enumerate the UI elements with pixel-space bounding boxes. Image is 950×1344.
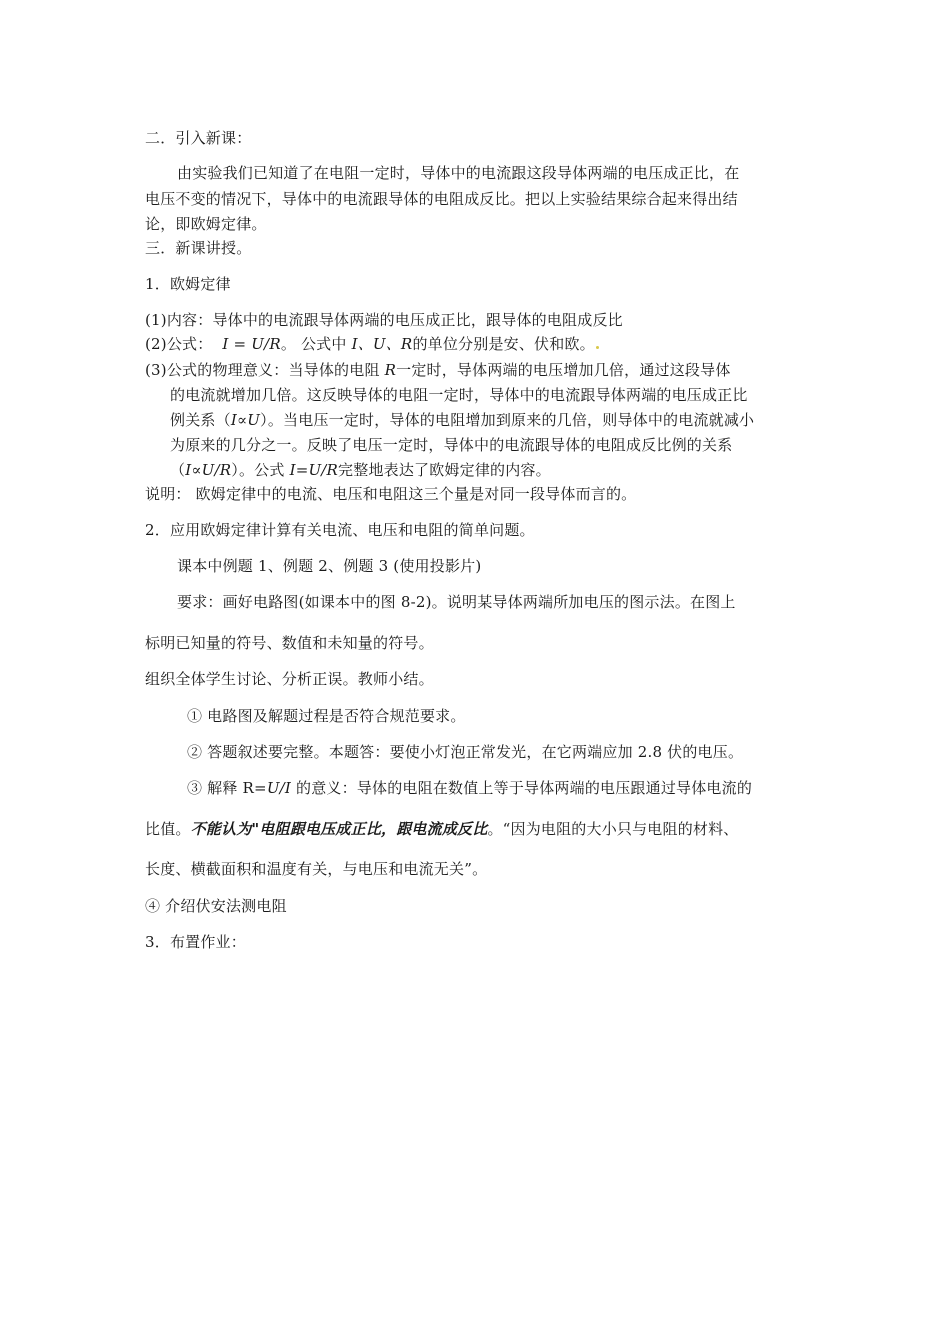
text-span: ）。当电压一定时，导体的电阻增加到原来的几倍，则导体中的电流就减小 (260, 411, 755, 429)
text-span: (3)公式的物理意义：当导体的电阻 (145, 361, 385, 379)
formula-text: I = U/R (222, 335, 281, 353)
item-formula-units: 的单位分别是安、伏和欧。 (412, 335, 595, 353)
text-span: 完整地表达了欧姆定律的内容。 (338, 461, 551, 479)
text-span: 比值。 (145, 820, 191, 838)
text-span: 一定时，导体两端的电压增加几倍，通过这段导体 (396, 361, 731, 379)
var-r: R (384, 361, 397, 379)
item-meaning-line (170, 460, 551, 480)
paragraph-line: 电压不变的情况下，导体中的电流跟导体的电阻成反比。把以上实验结果综合起来得出结 (145, 190, 738, 208)
summary-point-4: ④ 介绍伏安法测电阻 (145, 897, 287, 915)
discussion-line: 组织全体学生讨论、分析正误。教师小结。 (145, 670, 434, 688)
emphasis-text: 不能认为"电阻跟电压成正比，跟电流成反比 (190, 820, 488, 838)
formula-text: U/I (266, 779, 292, 797)
relation-i-ur: I∝U/R (185, 461, 232, 479)
subheading-application: 2．应用欧姆定律计算有关电流、电压和电阻的简单问题。 (145, 521, 535, 539)
item-content: (1)内容：导体中的电流跟导体两端的电压成正比，跟导体的电阻成反比 (145, 311, 623, 329)
section-heading-lecture: 三．新课讲授。 (145, 239, 252, 257)
formula-vars: I、U、R (351, 335, 413, 353)
subheading-ohms-law: 1．欧姆定律 (145, 275, 231, 293)
text-span: 。“因为电阻的大小只与电阻的材料、 (487, 820, 739, 838)
item-formula-suffix: 。 公式中 (280, 335, 352, 353)
note: 说明： 欧姆定律中的电流、电压和电阻这三个量是对同一段导体而言的。 (145, 485, 637, 503)
item-formula-prefix: (2)公式： (145, 335, 213, 353)
paragraph-line: 论，即欧姆定律。 (145, 215, 267, 233)
summary-point-3-cont (145, 819, 739, 839)
text-span: （ (170, 461, 186, 479)
item-meaning-line: 的电流就增加几倍。这反映导体的电阻一定时，导体中的电流跟导体两端的电压成正比 (170, 386, 748, 404)
section-heading-intro: 二．引入新课： (145, 129, 252, 147)
text-span: 例关系（ (170, 411, 231, 429)
formula-text: I=U/R (289, 461, 339, 479)
requirement-line: 要求：画好电路图(如课本中的图 8-2)。说明某导体两端所加电压的图示法。在图上 (177, 593, 736, 611)
text-span: ③ 解释 R= (187, 779, 267, 797)
summary-point-3 (187, 778, 752, 798)
text-span: ）。公式 (231, 461, 290, 479)
text-span: 的意义：导体的电阻在数值上等于导体两端的电压跟通过导体电流的 (291, 779, 753, 797)
item-meaning-line (170, 410, 754, 430)
summary-point-2: ② 答题叙述要完整。本题答：要使小灯泡正常发光，在它两端应加 2.8 伏的电压。 (187, 743, 744, 761)
paragraph-line: 由实验我们已知道了在电阻一定时，导体中的电流跟这段导体两端的电压成正比，在 (177, 164, 740, 182)
subheading-homework: 3．布置作业： (145, 933, 246, 951)
examples-line: 课本中例题 1、例题 2、例题 3 (使用投影片) (177, 557, 482, 575)
item-meaning-line: 为原来的几分之一。反映了电压一定时，导体中的电流跟导体的电阻成反比例的关系 (170, 436, 733, 454)
summary-point-3-cont: 长度、横截面积和温度有关，与电压和电流无关”。 (145, 860, 488, 878)
relation-i-u: I∝U (230, 411, 261, 429)
mark-dot (596, 346, 599, 349)
item-meaning-line (145, 360, 731, 380)
requirement-line: 标明已知量的符号、数值和未知量的符号。 (145, 634, 434, 652)
summary-point-1: ① 电路图及解题过程是否符合规范要求。 (187, 707, 466, 725)
item-formula (145, 334, 600, 354)
